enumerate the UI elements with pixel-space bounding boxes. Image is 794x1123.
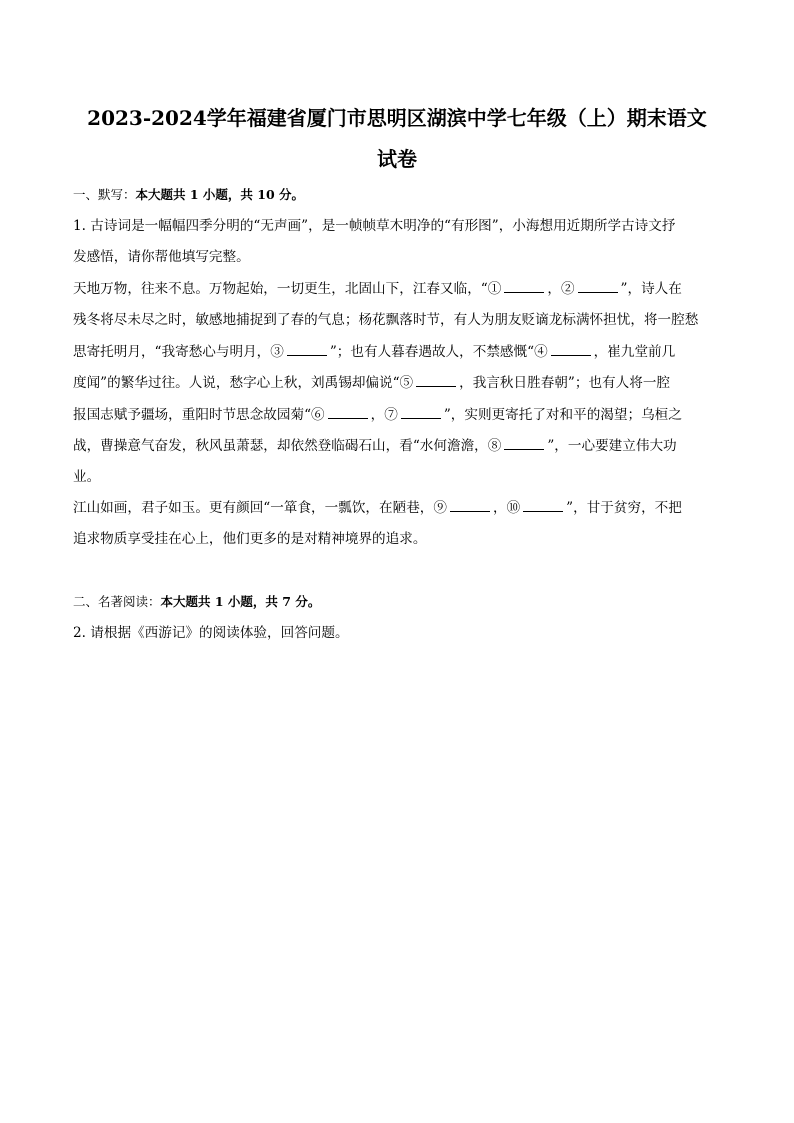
answer-blank-1[interactable] — [504, 280, 544, 293]
text-segment: ”，一心要建立伟大功 — [547, 438, 677, 454]
answer-blank-3[interactable] — [287, 343, 327, 356]
answer-blank-6[interactable] — [328, 406, 368, 419]
text-segment: ”，实则更寄托了对和平的渴望；乌桓之 — [443, 407, 682, 423]
text-segment: ”；也有人暮春遇故人，不禁感慨“④ — [329, 344, 548, 360]
answer-blank-5[interactable] — [416, 374, 456, 387]
q1-line-8 — [73, 436, 677, 456]
text-segment: ”，诗人在 — [620, 281, 682, 297]
text-segment: 度闻”的繁华过往。人说，愁字心上秋，刘禹锡却偏说“⑤ — [73, 375, 414, 391]
q1-line-2: 发感悟，请你帮他填写完整。 — [73, 249, 250, 265]
q1-line-1: 1. 古诗词是一幅幅四季分明的“无声画”，是一帧帧草木明净的“有形图”，小海想用近期所学古诗文抒 — [73, 218, 676, 234]
q1-line-11: 追求物质享受挂在心上，他们更多的是对精神境界的追求。 — [73, 531, 427, 547]
text-segment: ，② — [547, 281, 575, 297]
text-segment: ，⑩ — [492, 500, 521, 516]
page-title: 2023-2024学年福建省厦门市思明区湖滨中学七年级（上）期末语文 — [87, 106, 707, 130]
text-segment: 天地万物，往来不息。万物起始，一切更生，北固山下，江春又临，“① — [73, 281, 502, 297]
section-heading-dictation — [73, 186, 304, 204]
text-segment: ，我言秋日胜春朝”；也有人将一腔 — [459, 375, 671, 391]
text-segment: 思寄托明月，“我寄愁心与明月，③ — [73, 344, 284, 360]
q1-line-3 — [73, 279, 682, 299]
q2-line-1: 2. 请根据《西游记》的阅读体验，回答问题。 — [73, 625, 349, 641]
q1-line-6 — [73, 373, 670, 393]
answer-blank-7[interactable] — [401, 406, 441, 419]
q1-line-4: 残冬将尽未尽之时，敏感地捕捉到了春的气息；杨花飘落时节，有人为朋友贬谪龙标满怀担忧，将一腔愁 — [73, 312, 699, 328]
text-segment: 报国志赋予疆场，重阳时节思念故园菊“⑥ — [73, 407, 325, 423]
section-label: 一、默写： — [73, 187, 136, 202]
answer-blank-4[interactable] — [551, 343, 591, 356]
text-segment: ，崔九堂前几 — [593, 344, 676, 360]
answer-blank-10[interactable] — [523, 499, 563, 512]
answer-blank-8[interactable] — [504, 437, 544, 450]
section-meta: 本大题共 1 小题，共 10 分。 — [135, 187, 305, 202]
q1-line-7 — [73, 405, 682, 425]
q1-line-5 — [73, 342, 675, 362]
section-meta: 本大题共 1 小题，共 7 分。 — [160, 594, 321, 609]
q1-line-9: 业。 — [73, 469, 101, 485]
text-segment: 江山如画，君子如玉。更有颜回“一箪食，一瓢饮，在陋巷，⑨ — [73, 500, 447, 516]
text-segment: 战，曹操意气奋发，秋风虽萧瑟，却依然登临碣石山，看“水何澹澹，⑧ — [73, 438, 502, 454]
section-heading-classics-reading — [73, 593, 320, 611]
page-title-continued: 试卷 — [377, 147, 417, 171]
answer-blank-9[interactable] — [450, 499, 490, 512]
text-segment: ”，甘于贫穷，不把 — [566, 500, 682, 516]
q1-line-10 — [73, 498, 682, 518]
section-label: 二、名著阅读： — [73, 594, 161, 609]
text-segment: ，⑦ — [370, 407, 398, 423]
answer-blank-2[interactable] — [578, 280, 618, 293]
